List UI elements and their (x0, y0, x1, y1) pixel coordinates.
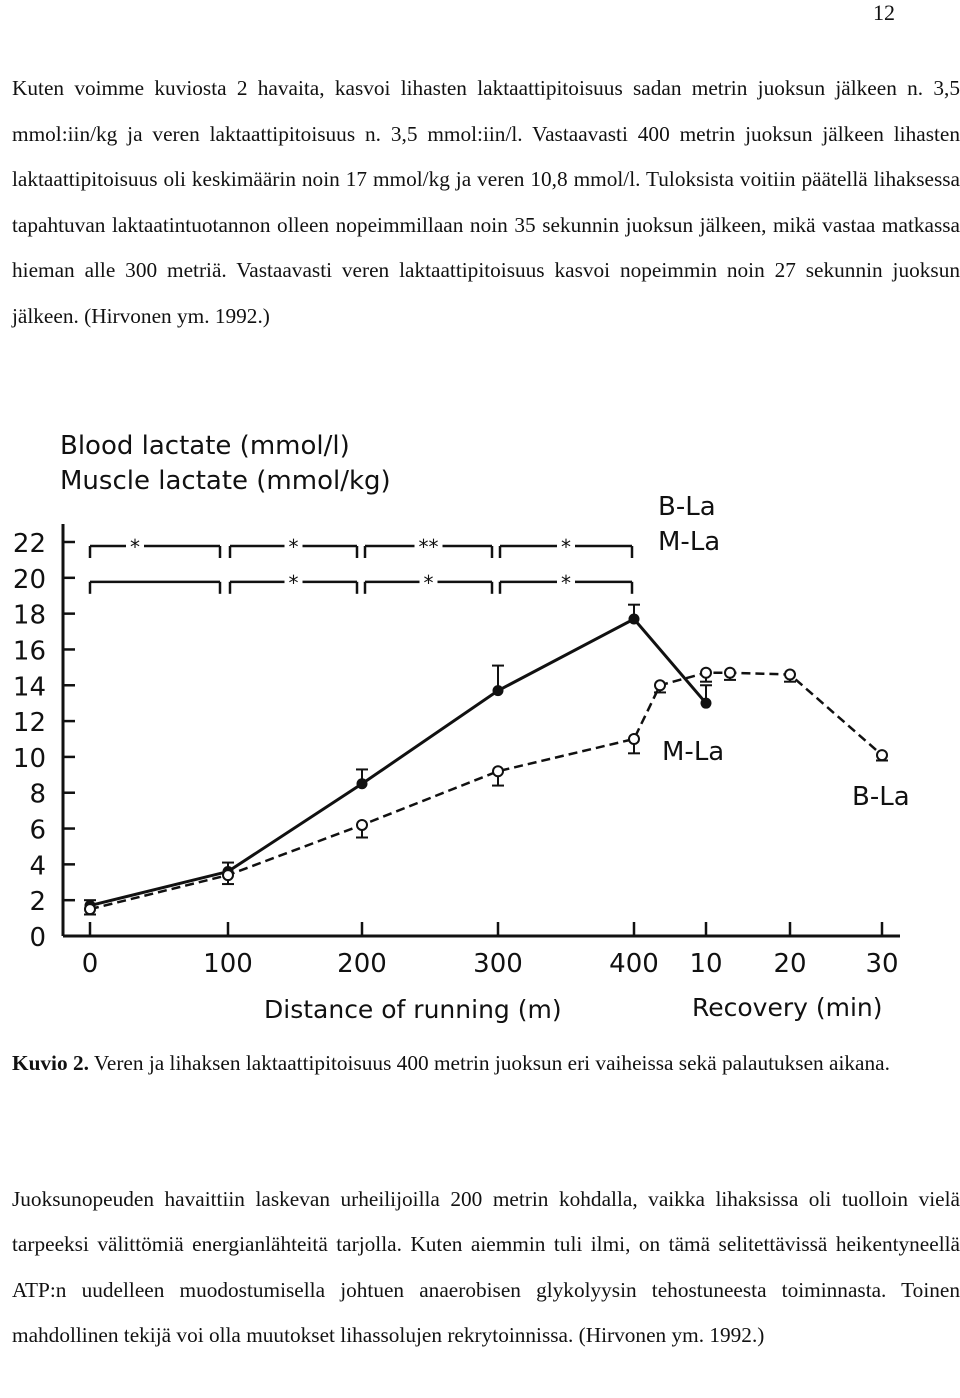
body-paragraph-2: Juoksunopeuden havaittiin laskevan urheilijoilla 200 metrin kohdalla, vaikka lihaksissa oli tuolloin vielä tarpeeksi välittömiä energianlähteitä tarjolla. Kuten aiemmin tuli ilmi, on tämä selitettävissä heikentyneellä ATP:n uudelleen muodostumisella johtuen anaerobisen glykolyysin tehostuneesta toiminnasta. Toinen mahdollinen tekijä voi olla muutokset lihassolujen rekrytoinnissa. (Hirvonen ym. 1992.) (12, 1187, 960, 1348)
significance-brackets (90, 535, 632, 595)
chart-title-line-2: Muscle lactate (mmol/kg) (60, 466, 391, 496)
y-tick-label: 0 (29, 923, 46, 953)
caption-text: Veren ja lihaksen laktaattipitoisuus 400 metrin juoksun eri vaiheissa sekä palautuksen aikana. (88, 1051, 890, 1075)
x-tick-label: 0 (81, 949, 99, 979)
legend-b-la-top: B-La (658, 492, 716, 522)
x-tick-label: 400 (609, 949, 659, 979)
page-number: 12 (873, 0, 895, 25)
data-point-m-la (493, 685, 504, 696)
data-point-b-la (785, 670, 795, 680)
y-tick-label: 8 (29, 779, 46, 810)
x-tick-label: 100 (203, 949, 253, 979)
significance-marker: ** (418, 535, 439, 559)
x-tick-label: 20 (773, 949, 807, 979)
significance-marker: * (288, 535, 299, 559)
series-label-b-la: B-La (852, 782, 910, 812)
series-label-m-la: M-La (662, 737, 725, 767)
y-tick-label: 12 (12, 708, 46, 739)
y-tick-label: 18 (12, 600, 46, 631)
data-point-b-la (877, 750, 887, 760)
data-point-b-la (629, 734, 639, 744)
data-point-m-la (701, 698, 712, 709)
significance-marker: * (561, 535, 571, 559)
x-tick-label: 300 (473, 949, 523, 979)
significance-marker: * (288, 570, 299, 595)
data-point-b-la (493, 766, 503, 776)
data-point-b-la (725, 668, 735, 678)
figure-caption (12, 1041, 960, 1087)
significance-marker: * (561, 570, 571, 595)
x-tick-label: 30 (865, 949, 899, 979)
data-point-b-la (85, 904, 95, 914)
data-point-b-la (701, 668, 711, 678)
data-point-b-la (655, 680, 665, 690)
y-tick-label: 20 (12, 564, 46, 595)
chart-axes (13, 524, 900, 979)
data-point-m-la (629, 614, 640, 625)
x-axis-label-recovery: Recovery (min) (692, 993, 883, 1022)
y-tick-label: 16 (12, 636, 46, 667)
significance-marker: * (130, 535, 140, 559)
y-tick-label: 10 (12, 743, 46, 774)
x-axis-label-running: Distance of running (m) (264, 995, 562, 1024)
chart-title-line-1: Blood lactate (mmol/l) (60, 431, 350, 461)
lactate-chart (0, 420, 960, 1040)
data-point-b-la (223, 870, 233, 880)
figure-2 (0, 420, 960, 1040)
legend-m-la-top: M-La (658, 527, 721, 557)
body-paragraph-1: Kuten voimme kuviosta 2 havaita, kasvoi lihasten laktaattipitoisuus sadan metrin juoksun jälkeen n. 3,5 mmol:iin/kg ja veren laktaattipitoisuus n. 3,5 mmol:iin/l. Vastaavasti 400 metrin juoksun jälkeen lihasten laktaattipitoisuus oli keskimäärin noin 17 mmol/kg ja veren 10,8 mmol/l. Tuloksista voitiin päätellä lihaksessa tapahtuvan laktaatintuotannon olleen nopeimmillaan noin 35 sekunnin juoksun jälkeen, mikä vastaa matkassa hieman alle 300 metriä. Vastaavasti veren laktaattipitoisuus kasvoi nopeimmin noin 27 sekunnin juoksun jälkeen. (Hirvonen ym. 1992.) (12, 76, 960, 328)
x-tick-label: 200 (337, 949, 387, 979)
y-tick-label: 14 (12, 672, 46, 703)
chart-series (84, 605, 888, 915)
data-point-b-la (357, 820, 367, 830)
data-point-m-la (357, 778, 368, 789)
caption-label: Kuvio 2. (12, 1051, 89, 1075)
significance-marker: * (423, 570, 434, 595)
y-tick-label: 2 (29, 887, 46, 918)
y-tick-label: 4 (29, 851, 46, 882)
x-tick-label: 10 (689, 949, 723, 979)
y-tick-label: 6 (29, 815, 46, 846)
y-tick-label: 22 (12, 529, 46, 559)
series-line-b-la (90, 673, 882, 909)
series-line-m-la (90, 619, 706, 906)
